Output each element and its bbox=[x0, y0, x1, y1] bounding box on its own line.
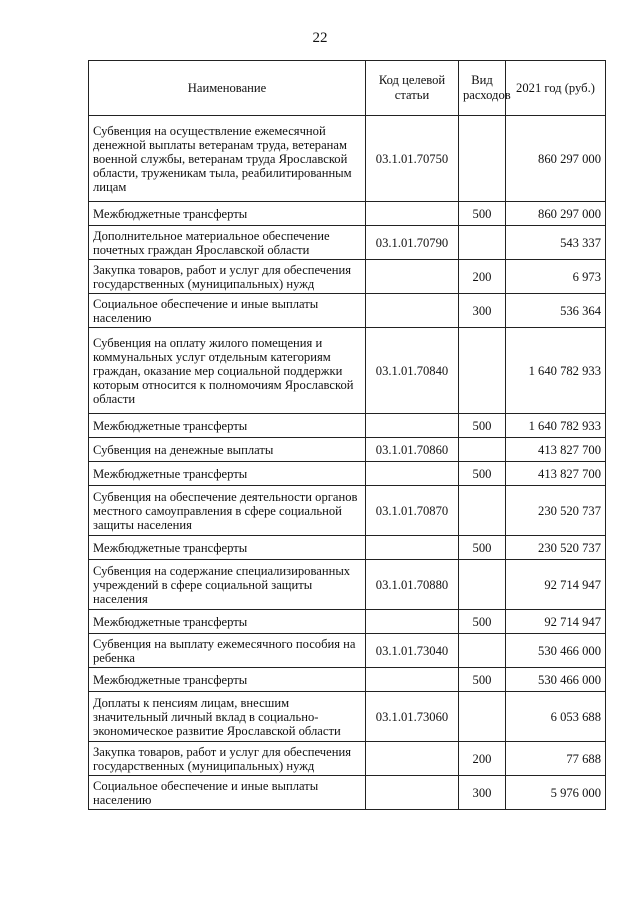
cell-name: Социальное обеспечение и иные выплаты населению bbox=[89, 776, 366, 810]
cell-type bbox=[459, 560, 506, 610]
cell-name: Межбюджетные трансферты bbox=[89, 668, 366, 692]
table-row bbox=[89, 226, 606, 260]
table-row bbox=[89, 462, 606, 486]
cell-name: Доплаты к пенсиям лицам, внесшим значительный личный вклад в социально-экономическое развитие Ярославской области bbox=[89, 692, 366, 742]
cell-code: 03.1.01.70790 bbox=[366, 226, 459, 260]
cell-code: 03.1.01.70870 bbox=[366, 486, 459, 536]
cell-amount: 230 520 737 bbox=[506, 486, 606, 536]
cell-type bbox=[459, 328, 506, 414]
cell-type bbox=[459, 116, 506, 202]
cell-amount: 536 364 bbox=[506, 294, 606, 328]
cell-type: 500 bbox=[459, 202, 506, 226]
cell-amount: 92 714 947 bbox=[506, 560, 606, 610]
cell-code bbox=[366, 414, 459, 438]
cell-type: 200 bbox=[459, 742, 506, 776]
cell-name: Дополнительное материальное обеспечение почетных граждан Ярославской области bbox=[89, 226, 366, 260]
cell-type bbox=[459, 438, 506, 462]
cell-name: Субвенция на обеспечение деятельности органов местного самоуправления в сфере социальной защиты населения bbox=[89, 486, 366, 536]
table-row bbox=[89, 414, 606, 438]
cell-code: 03.1.01.73060 bbox=[366, 692, 459, 742]
cell-code bbox=[366, 610, 459, 634]
cell-name: Межбюджетные трансферты bbox=[89, 462, 366, 486]
cell-name: Субвенция на содержание специализированных учреждений в сфере социальной защиты населения bbox=[89, 560, 366, 610]
cell-name: Межбюджетные трансферты bbox=[89, 610, 366, 634]
cell-amount: 413 827 700 bbox=[506, 438, 606, 462]
cell-code bbox=[366, 668, 459, 692]
cell-code: 03.1.01.70860 bbox=[366, 438, 459, 462]
header-type: Вид расходов bbox=[459, 61, 506, 116]
table-row bbox=[89, 438, 606, 462]
table-row bbox=[89, 776, 606, 810]
cell-amount: 860 297 000 bbox=[506, 202, 606, 226]
cell-name: Межбюджетные трансферты bbox=[89, 414, 366, 438]
cell-amount: 413 827 700 bbox=[506, 462, 606, 486]
cell-code: 03.1.01.70840 bbox=[366, 328, 459, 414]
cell-type: 500 bbox=[459, 414, 506, 438]
table-row bbox=[89, 294, 606, 328]
cell-type: 500 bbox=[459, 462, 506, 486]
cell-amount: 92 714 947 bbox=[506, 610, 606, 634]
cell-code bbox=[366, 294, 459, 328]
header-code: Код целевой статьи bbox=[366, 61, 459, 116]
cell-amount: 230 520 737 bbox=[506, 536, 606, 560]
cell-amount: 6 053 688 bbox=[506, 692, 606, 742]
cell-type: 500 bbox=[459, 610, 506, 634]
cell-name: Субвенция на денежные выплаты bbox=[89, 438, 366, 462]
cell-type: 500 bbox=[459, 668, 506, 692]
table-row bbox=[89, 742, 606, 776]
table-body bbox=[89, 116, 606, 810]
cell-amount: 530 466 000 bbox=[506, 668, 606, 692]
cell-amount: 860 297 000 bbox=[506, 116, 606, 202]
page-number: 22 bbox=[312, 30, 328, 46]
cell-code: 03.1.01.70750 bbox=[366, 116, 459, 202]
cell-type: 200 bbox=[459, 260, 506, 294]
cell-code bbox=[366, 776, 459, 810]
table-row bbox=[89, 328, 606, 414]
table-row bbox=[89, 668, 606, 692]
cell-type bbox=[459, 692, 506, 742]
cell-name: Закупка товаров, работ и услуг для обеспечения государственных (муниципальных) нужд bbox=[89, 260, 366, 294]
cell-name: Субвенция на осуществление ежемесячной денежной выплаты ветеранам труда, ветеранам военной службы, ветеранам труда Ярославской области, труженикам тыла, реабилитированным лицам bbox=[89, 116, 366, 202]
header-name: Наименование bbox=[89, 61, 366, 116]
table-row bbox=[89, 560, 606, 610]
cell-code bbox=[366, 462, 459, 486]
cell-amount: 77 688 bbox=[506, 742, 606, 776]
cell-amount: 543 337 bbox=[506, 226, 606, 260]
cell-type: 300 bbox=[459, 776, 506, 810]
cell-amount: 530 466 000 bbox=[506, 634, 606, 668]
cell-code bbox=[366, 742, 459, 776]
cell-name: Межбюджетные трансферты bbox=[89, 536, 366, 560]
cell-code bbox=[366, 260, 459, 294]
cell-code: 03.1.01.70880 bbox=[366, 560, 459, 610]
cell-name: Субвенция на оплату жилого помещения и коммунальных услуг отдельным категориям граждан, оказание мер социальной поддержки которым относится к полномочиям Ярославской области bbox=[89, 328, 366, 414]
cell-name: Закупка товаров, работ и услуг для обеспечения государственных (муниципальных) нужд bbox=[89, 742, 366, 776]
cell-type bbox=[459, 634, 506, 668]
cell-code: 03.1.01.73040 bbox=[366, 634, 459, 668]
table-row bbox=[89, 634, 606, 668]
cell-name: Субвенция на выплату ежемесячного пособия на ребенка bbox=[89, 634, 366, 668]
table-row bbox=[89, 486, 606, 536]
cell-type bbox=[459, 226, 506, 260]
header-amount: 2021 год (руб.) bbox=[506, 61, 606, 116]
table-row bbox=[89, 610, 606, 634]
cell-type: 500 bbox=[459, 536, 506, 560]
cell-name: Социальное обеспечение и иные выплаты населению bbox=[89, 294, 366, 328]
budget-table bbox=[88, 60, 606, 810]
table-row bbox=[89, 692, 606, 742]
table-header-row bbox=[89, 61, 606, 116]
cell-amount: 6 973 bbox=[506, 260, 606, 294]
cell-code bbox=[366, 202, 459, 226]
cell-amount: 1 640 782 933 bbox=[506, 328, 606, 414]
cell-amount: 1 640 782 933 bbox=[506, 414, 606, 438]
cell-code bbox=[366, 536, 459, 560]
table-row bbox=[89, 202, 606, 226]
cell-type bbox=[459, 486, 506, 536]
table-row bbox=[89, 116, 606, 202]
cell-amount: 5 976 000 bbox=[506, 776, 606, 810]
cell-type: 300 bbox=[459, 294, 506, 328]
table-row bbox=[89, 536, 606, 560]
table-row bbox=[89, 260, 606, 294]
cell-name: Межбюджетные трансферты bbox=[89, 202, 366, 226]
